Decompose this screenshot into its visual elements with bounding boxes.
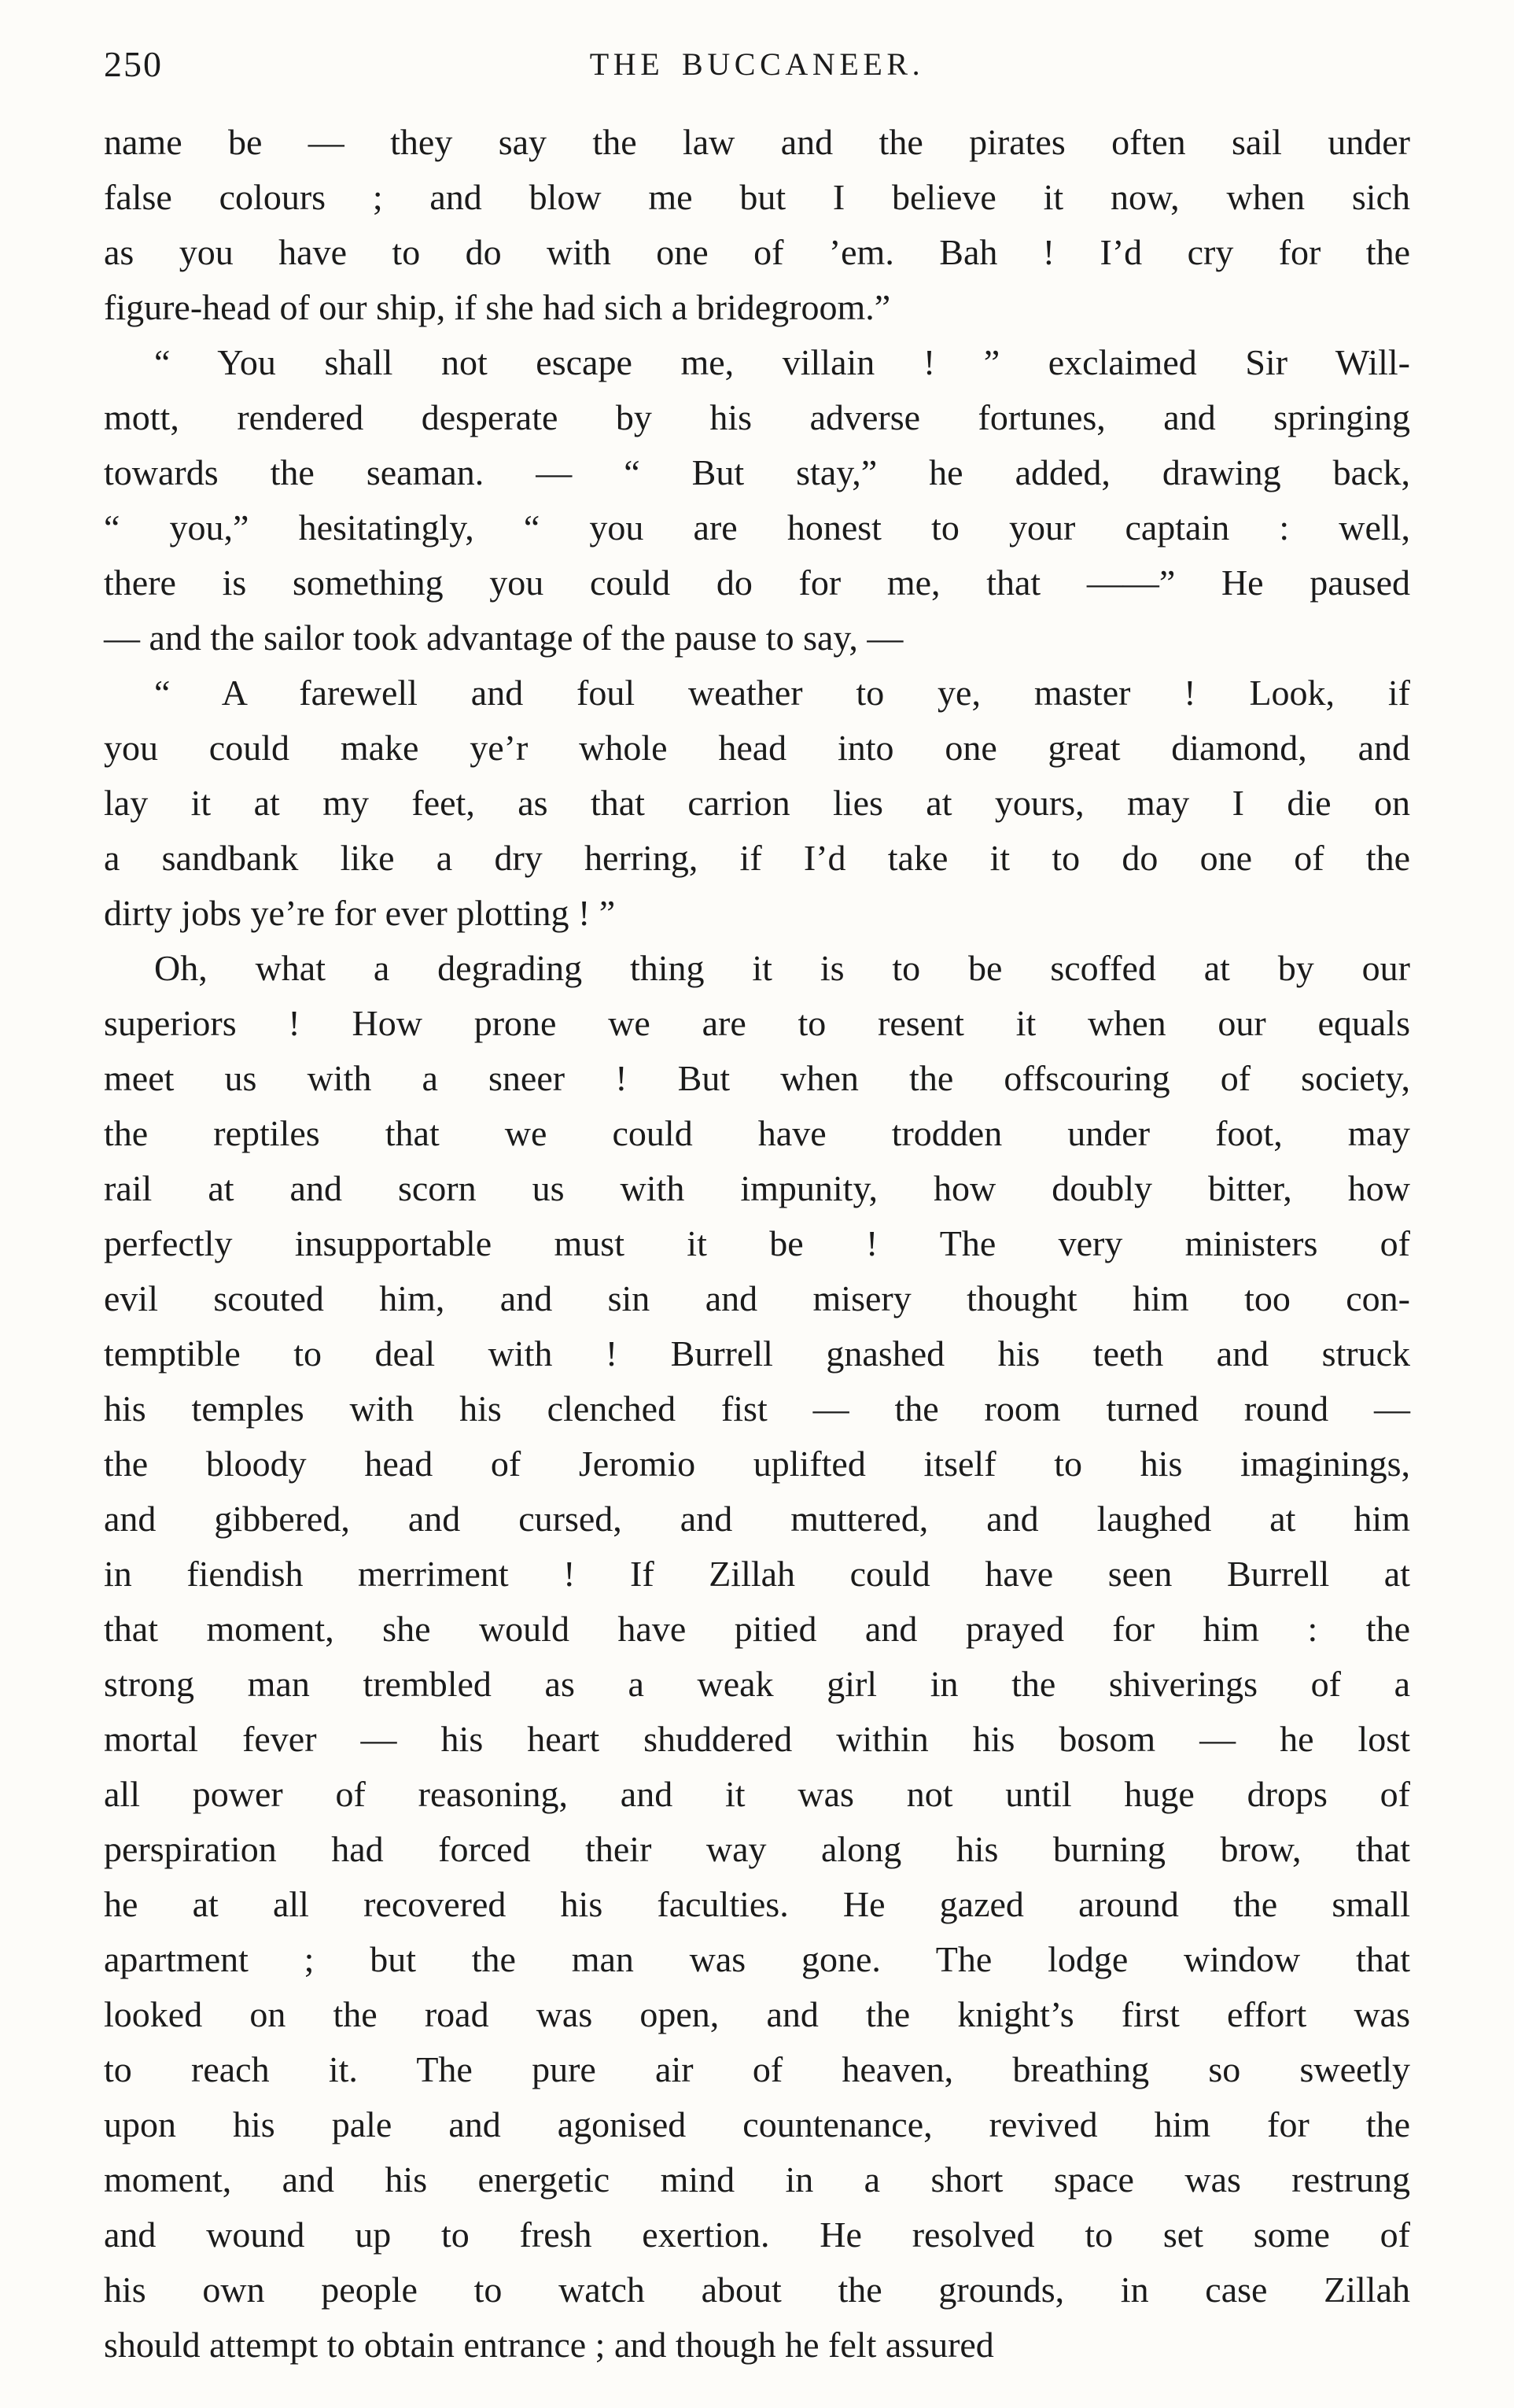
text-line: meet us with a sneer ! But when the offscouring of society, [104, 1058, 1410, 1098]
text-line: lay it at my feet, as that carrion lies at yours, may I die on [104, 783, 1410, 823]
text-line: he at all recovered his faculties. He gazed around the small [104, 1884, 1410, 1924]
page-header [104, 41, 1410, 88]
text-line: his temples with his clenched fist — the room turned round — [104, 1388, 1410, 1429]
text-line: in fiendish merriment ! If Zillah could have seen Burrell at [104, 1554, 1410, 1594]
text-line: figure-head of our ship, if she had sich a bridegroom.” [104, 287, 891, 327]
text-line: to reach it. The pure air of heaven, breathing so sweetly [104, 2049, 1410, 2089]
text-line: strong man trembled as a weak girl in the shiverings of a [104, 1664, 1410, 1704]
text-line: his own people to watch about the grounds, in case Zillah [104, 2270, 1410, 2310]
text-line: and wound up to fresh exertion. He resolved to set some of [104, 2214, 1410, 2255]
text-line: evil scouted him, and sin and misery thought him too con- [104, 1278, 1410, 1318]
text-line: there is something you could do for me, that ——” He paused [104, 562, 1410, 603]
text-line: perspiration had forced their way along his burning brow, that [104, 1829, 1410, 1869]
text-line: looked on the road was open, and the knight’s first effort was [104, 1994, 1410, 2034]
text-line: false colours ; and blow me but I believe it now, when sich [104, 177, 1410, 217]
text-line: should attempt to obtain entrance ; and though he felt assured [104, 2325, 994, 2365]
text-line: that moment, she would have pitied and prayed for him : the [104, 1609, 1410, 1649]
text-line: a sandbank like a dry herring, if I’d take it to do one of the [104, 838, 1410, 878]
paragraph [104, 666, 1410, 941]
text-line: the bloody head of Jeromio uplifted itself to his imaginings, [104, 1444, 1410, 1484]
text-line: “ A farewell and foul weather to ye, master ! Look, if [154, 673, 1410, 713]
text-line: dirty jobs ye’re for ever plotting ! ” [104, 893, 616, 933]
text-line: moment, and his energetic mind in a short space was restrung [104, 2159, 1410, 2200]
text-line: apartment ; but the man was gone. The lodge window that [104, 1939, 1410, 1979]
text-line: as you have to do with one of ’em. Bah ! I’d cry for the [104, 232, 1410, 272]
text-line: “ You shall not escape me, villain ! ” exclaimed Sir Will- [154, 342, 1410, 382]
text-line: — and the sailor took advantage of the pause to say, — [104, 618, 904, 658]
text-line: you could make ye’r whole head into one great diamond, and [104, 728, 1410, 768]
page-number: 250 [104, 44, 163, 84]
text-line: rail at and scorn us with impunity, how doubly bitter, how [104, 1168, 1410, 1208]
text-line: perfectly insupportable must it be ! The very ministers of [104, 1223, 1410, 1263]
paragraph [104, 335, 1410, 666]
running-title: THE BUCCANEER. [589, 46, 925, 82]
text-line: the reptiles that we could have trodden under foot, may [104, 1113, 1410, 1153]
paragraph [104, 941, 1410, 2373]
text-line: Oh, what a degrading thing it is to be scoffed at by our [154, 948, 1410, 988]
text-line: all power of reasoning, and it was not until huge drops of [104, 1774, 1410, 1814]
text-line: towards the seaman. — “ But stay,” he added, drawing back, [104, 452, 1410, 492]
text-line: name be — they say the law and the pirates often sail under [104, 122, 1410, 162]
text-line: upon his pale and agonised countenance, revived him for the [104, 2104, 1410, 2144]
paragraph [104, 115, 1410, 335]
body-text [104, 115, 1410, 2373]
text-line: mott, rendered desperate by his adverse fortunes, and springing [104, 397, 1410, 437]
text-line: and gibbered, and cursed, and muttered, and laughed at him [104, 1499, 1410, 1539]
text-line: “ you,” hesitatingly, “ you are honest to your captain : well, [104, 507, 1410, 548]
text-line: temptible to deal with ! Burrell gnashed his teeth and struck [104, 1333, 1410, 1374]
text-line: mortal fever — his heart shuddered within his bosom — he lost [104, 1719, 1410, 1759]
text-line: superiors ! How prone we are to resent it when our equals [104, 1003, 1410, 1043]
